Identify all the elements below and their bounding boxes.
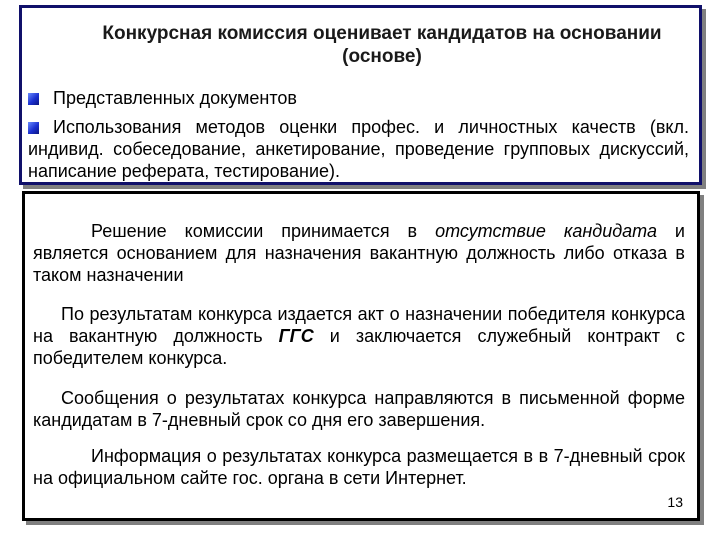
square-bullet-icon [28, 93, 39, 105]
bullet-text: Использования методов оценки профес. и личностных качеств (вкл. индивид. собеседование, анкетирование, проведение групповых дискуссий, написание реферата, тестирование). [28, 117, 689, 181]
emphasis-text: отсутствие кандидата [435, 221, 657, 241]
text-run: и является основанием для назначения вакантную должность либо отказа в таком назначении [33, 221, 685, 285]
square-bullet-icon [28, 122, 39, 134]
bullet-item-documents [28, 87, 689, 109]
title-line-2: (основе) [342, 46, 422, 67]
paragraph-notification: Сообщения о результатах конкурса направляются в письменной форме кандидатам в 7-дневный срок со дня его завершения. [33, 388, 685, 430]
page-number: 13 [667, 494, 683, 510]
paragraph-act [33, 303, 685, 369]
bullet-text: Представленных документов [53, 88, 297, 108]
paragraph-publication: Информация о результатах конкурса размещается в в 7-дневный срок на официальном сайте гос. органа в сети Интернет. [33, 446, 685, 488]
paragraph-decision [33, 220, 685, 286]
text-run: и заключается служебный контракт с победителем конкурса. [33, 326, 685, 368]
decision-box [22, 191, 700, 521]
bullet-item-methods [28, 116, 689, 182]
title-line-1: Конкурсная комиссия оценивает кандидатов на основании [102, 23, 662, 44]
text-run: Решение комиссии принимается в [91, 221, 436, 241]
criteria-title [82, 22, 682, 68]
emphasis-text: ГГС [278, 326, 314, 346]
text-run: По результатам конкурса издается акт о назначении победителя конкурса на вакантную должность [33, 304, 685, 346]
criteria-box [19, 5, 702, 185]
